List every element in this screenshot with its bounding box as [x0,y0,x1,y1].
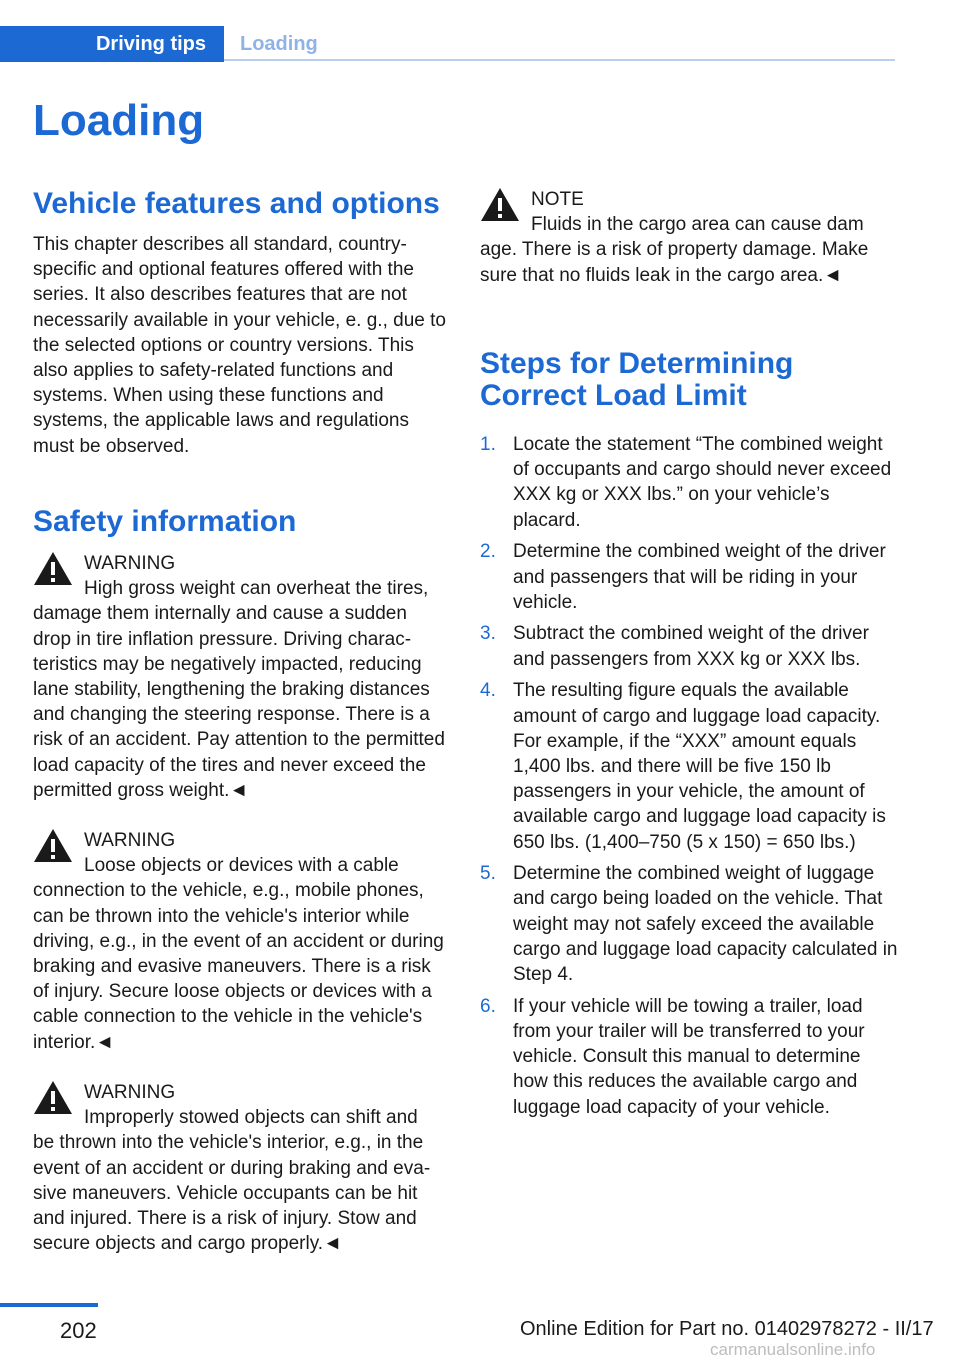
warning-text-first-line: Improperly stowed objects can shift and [84,1107,418,1129]
warning-text-rest: be thrown into the vehicle's interior, e.g., in the event of an accident or during braking and evasive maneuvers. Vehicle occupants can be hit and injured. There is a risk of injury. Stow and secure objects and cargo properly.◄ [33,1132,431,1255]
header-divider [224,59,895,61]
step-number: 1. [480,434,496,455]
list-item [480,432,898,533]
heading-steps-line-2: Correct Load Limit [480,379,747,412]
step-text: Locate the statement “The combined weight of occupants and cargo should never exceed XXX kg or XXX lbs.” on your vehicle’s placard. [513,434,892,531]
warning-text [33,853,448,1055]
warning-triangle-icon [480,187,520,223]
warning-label: WARNING [84,553,176,574]
heading-steps-load-limit [480,348,793,412]
heading-vehicle-features: Vehicle features and options [33,187,440,220]
step-text: Determine the combined weight of luggage and cargo being loaded on the vehicle. That weight may not safely exceed the available cargo and luggage load capacity calculated in Step 4. [513,863,898,986]
step-text: If your vehicle will be towing a trailer, load from your trailer will be transferred to your vehicle. Consult this manual to determine how this reduces the available cargo and luggage load capacity of your vehicle. [513,995,865,1118]
warning-text [33,576,448,803]
warning-text-rest: connection to the vehicle, e.g., mobile phones, can be thrown into the vehicle's interior while driving, e.g., in the event of an accident or during braking and evasive maneuvers. There is a risk of injury. Secure loose objects or devices with a cable connection to the vehicle in the vehicle's interior.◄ [33,880,444,1053]
note-text-first-line: Fluids in the cargo area can cause dam [531,214,864,236]
warning-triangle-icon [33,828,73,864]
footer-divider [0,1303,98,1307]
step-number: 4. [480,680,496,702]
note-text [480,212,895,288]
step-number: 6. [480,995,496,1017]
warning-block-1 [33,551,448,803]
warning-text-first-line: High gross weight can overheat the tires, [84,578,429,600]
watermark: carmanualsonline.info [710,1340,876,1359]
step-text: Determine the combined weight of the driver and passengers that will be riding in your vehicle. [513,541,886,613]
step-text: Subtract the combined weight of the driver and passengers from XXX kg or XXX lbs. [513,623,869,670]
breadcrumb-driving-tips[interactable]: Driving tips [0,26,224,62]
step-text: The resulting figure equals the available amount of cargo and luggage load capacity. For example, if the “XXX” amount equals 1,400 lbs. and there will be five 150 lb passengers in your vehicle, the amount of available cargo and luggage load capacity is 650 lbs. (1,400–750 (5 x 150) = 650 lbs.) [513,680,886,853]
page-header [0,0,895,62]
warning-triangle-icon [33,1080,73,1116]
list-item [480,861,898,987]
warning-label: WARNING [84,830,176,851]
warning-label: WARNING [84,1082,176,1103]
step-number: 5. [480,863,496,885]
heading-steps-line-1: Steps for Determining [480,347,794,380]
list-item [480,621,898,671]
note-block [480,187,895,288]
steps-list [480,432,898,1126]
step-number: 2. [480,541,496,563]
page-number: 202 [60,1318,97,1343]
warning-block-3 [33,1080,448,1256]
list-item [480,678,898,854]
warning-triangle-icon [33,551,73,587]
note-label: NOTE [531,189,584,210]
note-text-rest: age. There is a risk of property damage. Make sure that no fluids leak in the cargo area.◄ [480,239,869,286]
chapter-title: Loading [33,96,205,145]
warning-text-first-line: Loose objects or devices with a cable [84,855,399,877]
list-item [480,539,898,615]
breadcrumb-loading[interactable]: Loading [240,32,318,55]
list-item [480,994,898,1120]
warning-text-rest: damage them internally and cause a sudden drop in tire inflation pressure. Driving characteristics may be negatively impacted, reducing lane stability, lengthening the braking distances and changing the steering response. There is a risk of an accident. Pay attention to the permitted load capacity of the tires and never exceed the permitted gross weight.◄ [33,603,445,801]
heading-safety-information: Safety information [33,505,297,538]
vehicle-features-body: This chapter describes all standard, country-specific and optional features offered with the series. It also describes features that are not necessarily available in your vehicle, e. g., due to the selected options or country versions. This also applies to safety-related functions and systems. When using these functions and systems, the applicable laws and regulations must be observed. [33,234,446,457]
edition-text: Online Edition for Part no. 01402978272 - II/17 [520,1318,934,1340]
warning-block-2 [33,828,448,1055]
step-number: 3. [480,623,496,645]
warning-text [33,1105,448,1256]
